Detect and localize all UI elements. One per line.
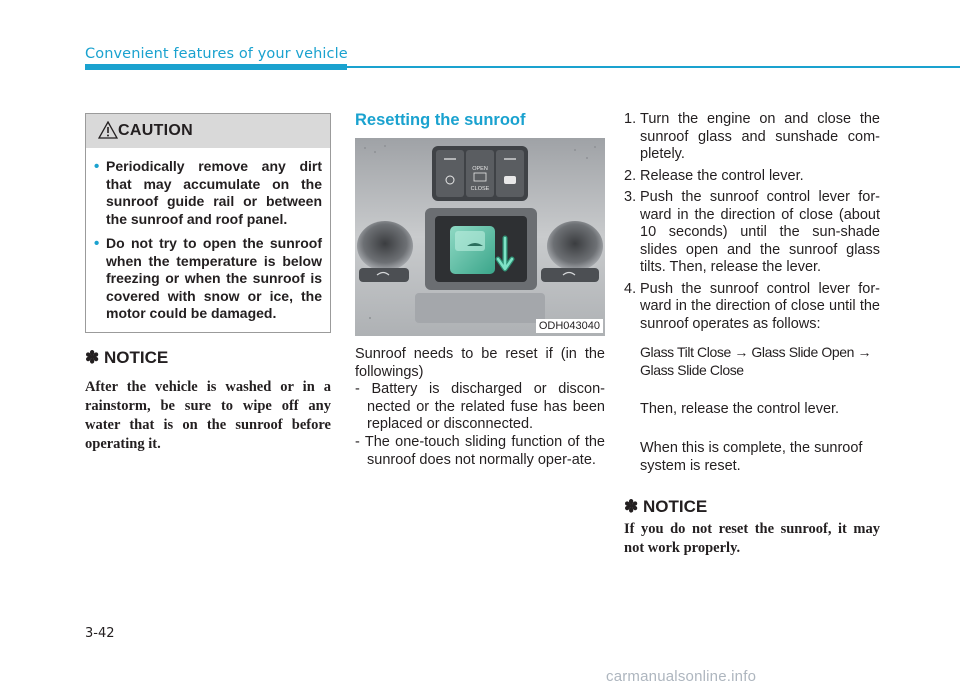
reset-steps xyxy=(624,111,880,337)
release-instruction: Then, release the control lever. xyxy=(640,401,840,417)
reset-step: 1. Turn the engine on and close the sunroof glass and sunshade com-pletely. xyxy=(624,111,880,162)
notice-left-title xyxy=(85,348,168,368)
caution-header xyxy=(86,114,330,148)
switch-open-label: OPEN xyxy=(472,166,488,172)
caution-item: • Periodically remove any dirt that may accumulate on the sunroof guide rail or between the sunroof and roof panel. xyxy=(106,158,322,228)
operation-sequence: Glass Tilt Close → Glass Slide Open → Glass Slide Close xyxy=(640,344,872,378)
reset-step: 2. Release the control lever. xyxy=(624,167,804,184)
caution-item: • Do not try to open the sunroof when the temperature is below freezing or when the sunroof is covered with snow or ice, the motor could be damaged. xyxy=(106,235,322,323)
overhead-console-illustration xyxy=(355,138,605,336)
notice-left-body: After the vehicle is washed or in a rainstorm, be sure to wipe off any water that is on the sunroof before operating it. xyxy=(85,379,331,452)
caution-title: CAUTION xyxy=(118,122,193,139)
notice-label: NOTICE xyxy=(103,348,169,367)
warning-triangle-icon xyxy=(98,121,118,139)
image-code: ODH043040 xyxy=(536,319,603,333)
reset-step: 4. Push the sunroof control lever for-ward in the direction of close until the sunroof operates as follows: xyxy=(624,280,880,332)
sunroof-control-photo xyxy=(355,138,605,336)
reset-condition: - The one-touch sliding function of the sunroof does not normally oper-ate. xyxy=(355,434,605,468)
reset-complete-text: When this is complete, the sunroof system is reset. xyxy=(640,440,863,474)
notice-right-body: If you do not reset the sunroof, it may not work properly. xyxy=(624,521,880,556)
reset-heading: Resetting the sunroof xyxy=(355,111,526,129)
notice-symbol: ✽ xyxy=(624,497,639,516)
caution-list xyxy=(86,148,330,323)
caution-box xyxy=(85,113,331,333)
reset-intro: Sunroof needs to be reset if (in the followings) xyxy=(355,346,605,380)
watermark[interactable]: carmanualsonline.info xyxy=(606,668,757,685)
section-title: Convenient features of your vehicle xyxy=(85,46,348,62)
reset-step: 3. Push the sunroof control lever for-ward in the direction of close (about 10 seconds) until the sun-shade slides open and the sunroof glass tilts. Then, release the lever. xyxy=(624,189,880,275)
notice-symbol: ✽ xyxy=(85,348,100,367)
switch-close-label: CLOSE xyxy=(470,186,490,192)
notice-right-title xyxy=(624,497,707,517)
reset-condition: - Battery is discharged or discon-nected or the related fuse has been replaced or disconnected. xyxy=(355,381,605,432)
header-rule-accent xyxy=(85,64,347,70)
page-number: 3-42 xyxy=(85,626,115,641)
notice-label: NOTICE xyxy=(642,497,708,516)
